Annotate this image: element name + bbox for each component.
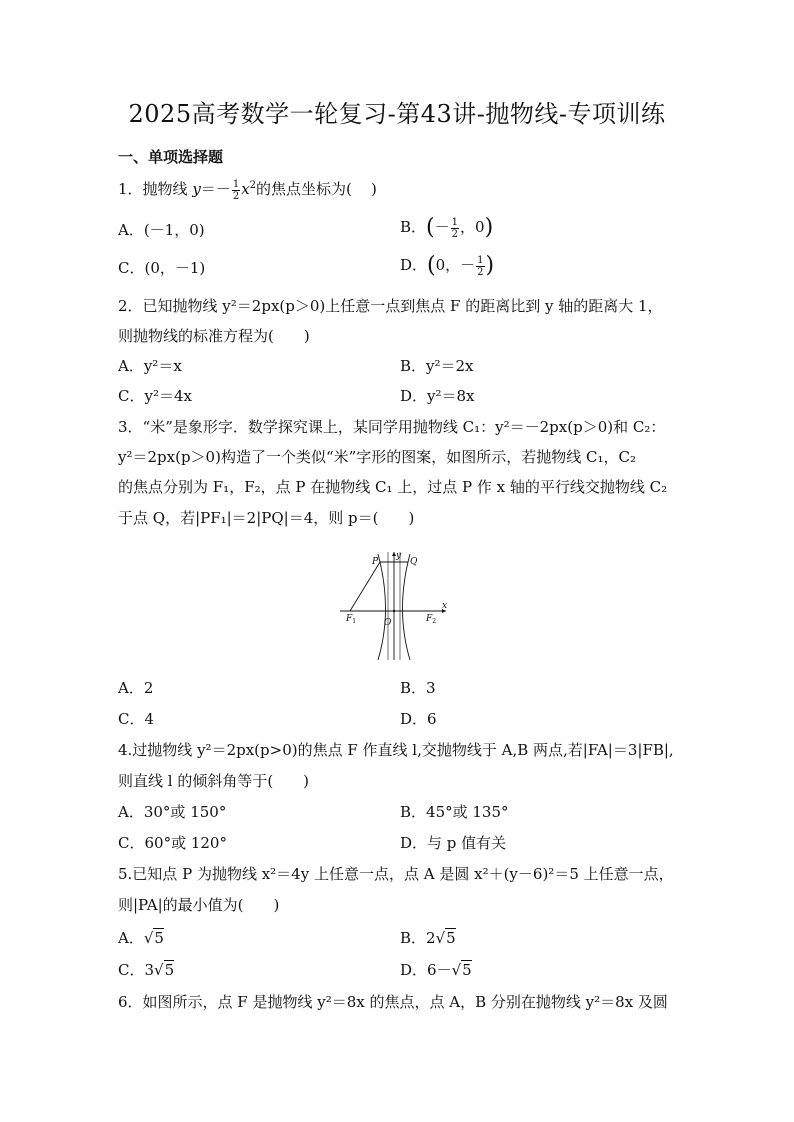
q5-option-c-label: C．3 [118, 961, 155, 979]
q4-option-c: C．60°或 120° [118, 834, 227, 852]
q5-d-radicand: 5 [462, 961, 472, 979]
q1-stem-start: 1．抛物线 [118, 180, 193, 198]
q1-option-b: B．(－ $\frac{1}{2}$ ，0) [400, 215, 494, 240]
question-3-line-2: y²＝2px(p＞0)构造了一个类似“米”字形的图案，如图所示，若抛物线 C₁，C₂ [118, 448, 637, 466]
question-6-line-1: 6．如图所示，点 F 是抛物线 y²＝8x 的焦点，点 A，B 分别在抛物线 y²＝8x 及圆 [118, 993, 668, 1011]
label-o: O [384, 618, 392, 628]
q1-option-b-label: B． [400, 218, 427, 236]
q5-c-radicand: 5 [164, 961, 175, 979]
parabola-figure [336, 548, 456, 663]
label-q: Q [410, 557, 418, 567]
q3-option-d: D．6 [400, 710, 437, 728]
q4-option-d: D．与 p 值有关 [400, 834, 507, 852]
q1-option-d: D．(0，－ $\frac{1}{2}$ ) [400, 253, 495, 278]
parabola-c1-left [378, 554, 386, 660]
q1-stem-end: ) [370, 180, 377, 198]
q2-option-a: A．y²＝x [118, 357, 182, 375]
label-f1: $F_1$ [346, 614, 357, 625]
label-y: y [396, 551, 402, 561]
q4-option-a: A．30°或 150° [118, 803, 227, 821]
q3-option-c: C．4 [118, 710, 155, 728]
q1-option-c: C．(0，－1) [118, 259, 206, 277]
label-f2: $F_2$ [426, 614, 437, 625]
question-5-line-1: 5.已知点 P 为抛物线 x²＝4y 上任意一点，点 A 是圆 x²＋(y－6)²＝5 上任意一点， [118, 865, 674, 883]
q5-option-b: B．2√5 [400, 929, 456, 947]
origin-point [393, 610, 395, 612]
q2-option-d: D．y²＝8x [400, 387, 475, 405]
q5-option-b-label: B．2 [400, 929, 436, 947]
q5-b-radicand: 5 [446, 929, 456, 947]
question-4-line-2: 则直线 l 的倾斜角等于( ) [118, 772, 310, 790]
page-title: 2025高考数学一轮复习-第43讲-抛物线-专项训练 [128, 100, 666, 128]
question-4-line-1: 4.过抛物线 y²＝2px(p>0)的焦点 F 作直线 l,交抛物线于 A,B 两点,若|FA|＝3|FB|, [118, 741, 674, 759]
question-3-line-3: 的焦点分别为 F₁，F₂，点 P 在抛物线 C₁ 上，过点 P 作 x 轴的平行线交抛物线 C₂ [118, 478, 668, 496]
q3-option-b: B．3 [400, 679, 436, 697]
question-3-line-1: 3．“米”是象形字．数学探究课上，某同学用抛物线 C₁：y²＝－2px(p＞0)和 C₂： [118, 418, 666, 436]
question-2-line-1: 2．已知抛物线 y²＝2px(p＞0)上任意一点到焦点 F 的距离比到 y 轴的距离大 1， [118, 297, 663, 315]
parabola-c2-right [403, 554, 411, 660]
q5-option-d: D．6－√5 [400, 961, 472, 979]
question-2-line-2: 则抛物线的标准方程为( ) [118, 327, 310, 345]
q5-option-c: C．3√5 [118, 961, 175, 979]
q1-option-a: A．(－1，0) [118, 221, 205, 239]
q5-option-a: A．√5 [118, 929, 164, 947]
q5-a-radicand: 5 [154, 929, 164, 947]
label-x: x [442, 601, 448, 611]
section-heading: 一、单项选择题 [118, 148, 224, 166]
question-3-line-4: 于点 Q，若|PF₁|＝2|PQ|＝4，则 p＝( ) [118, 509, 415, 527]
q2-option-c: C．y²＝4x [118, 387, 192, 405]
segment-pf1 [350, 562, 380, 611]
q5-option-d-label: D．6－ [400, 961, 452, 979]
q1-option-d-label: D． [400, 256, 428, 274]
q5-option-a-label: A． [118, 929, 144, 947]
question-1-stem: 1．抛物线 y＝－ $\frac{1}{2}$ $x^2$的焦点坐标为( ) [118, 178, 377, 202]
fraction-one-half: $\frac{1}{2}$ [232, 178, 240, 202]
label-p: P [372, 557, 379, 567]
q2-option-b: B．y²＝2x [400, 357, 474, 375]
question-5-line-2: 则|PA|的最小值为( ) [118, 896, 280, 914]
q3-option-a: A．2 [118, 679, 154, 697]
q4-option-b: B．45°或 135° [400, 803, 509, 821]
q1-stem-mid: 的焦点坐标为( [256, 180, 352, 198]
